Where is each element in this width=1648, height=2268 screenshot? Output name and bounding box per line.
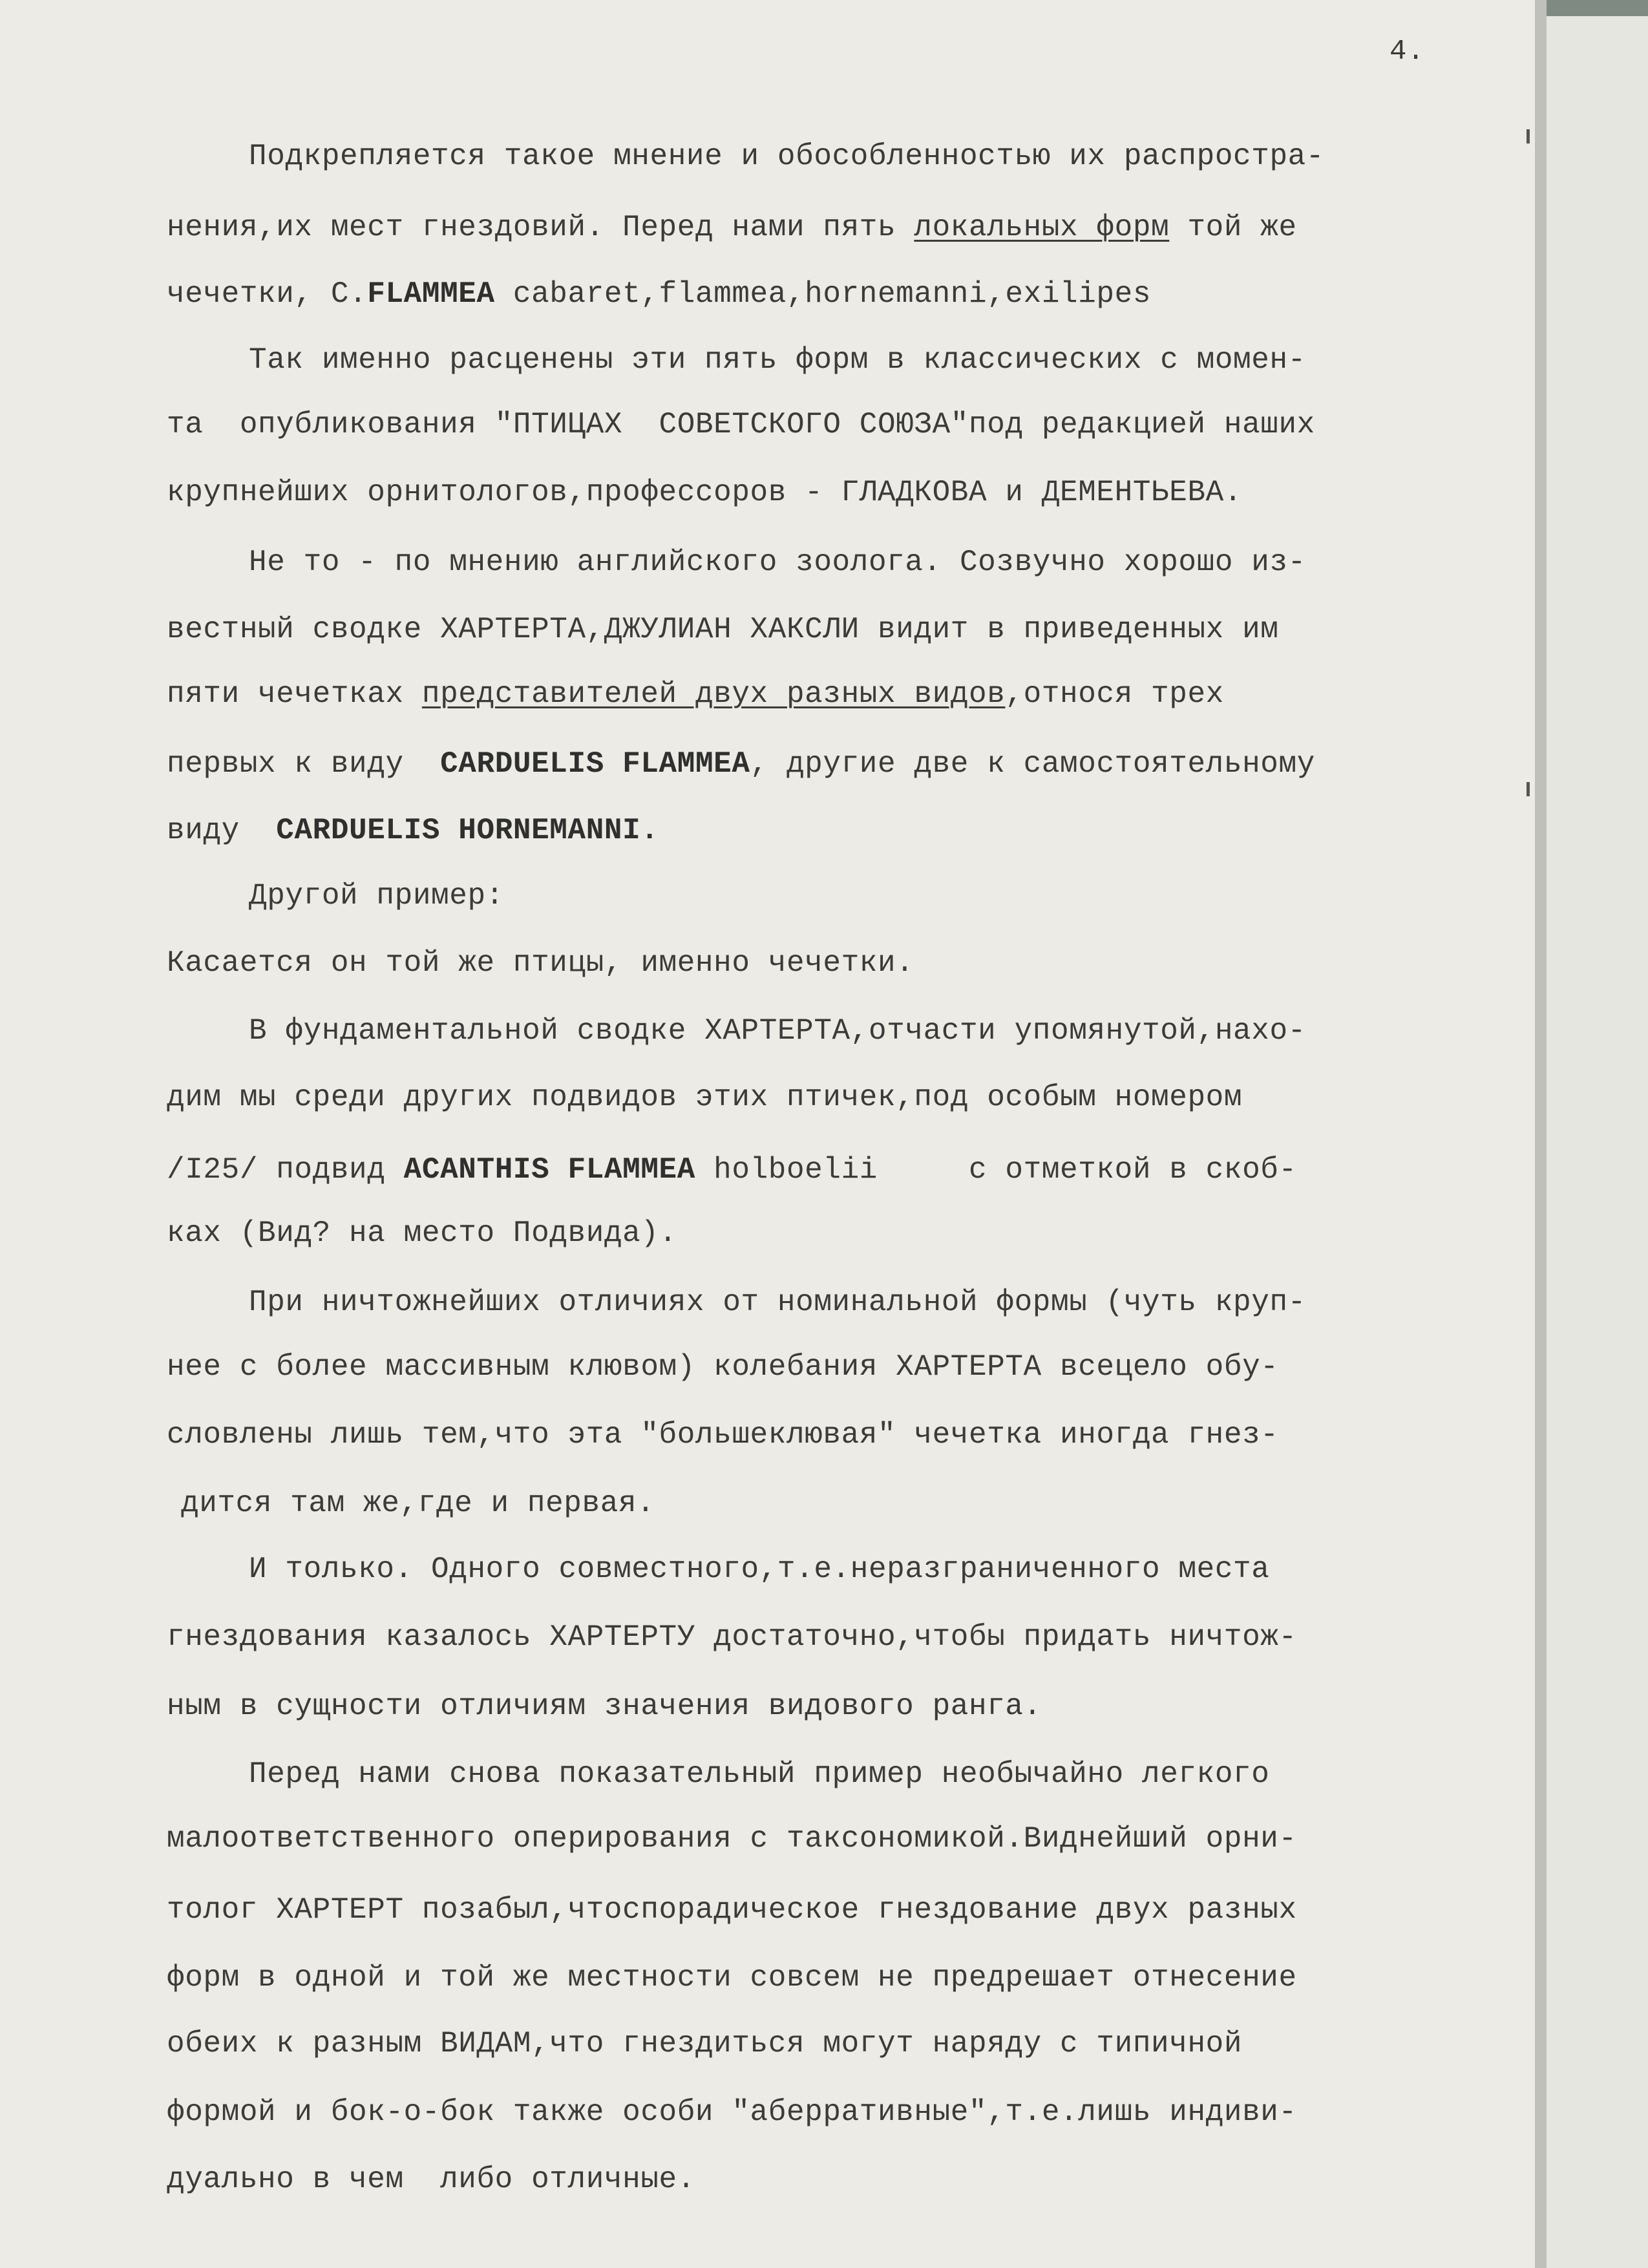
text-line-28: форм в одной и той же местности совсем не предрешает отнесение — [167, 1961, 1297, 1995]
text-span: первых к виду — [167, 747, 441, 781]
text-line-20: словлены лишь тем,что эта "большеклювая" чечетка иногда гнез- — [167, 1418, 1279, 1452]
binding-tick-mark — [1527, 782, 1530, 796]
page-number: 4. — [1389, 36, 1425, 68]
text-line-7: Не то - по мнению английского зоолога. Созвучно хорошо из- — [249, 546, 1306, 579]
text-line-30: формой и бок-о-бок также особи "аберративные",т.е.лишь индиви- — [167, 2095, 1297, 2129]
text-line-16 — [167, 1150, 1297, 1189]
text-line-18: При ничтожнейших отличиях от номинальной формы (чуть круп- — [249, 1286, 1306, 1319]
text-span: holboelii с отметкой в скоб- — [695, 1153, 1297, 1187]
text-line-6: крупнейших орнитологов,профессоров - ГЛАДКОВА и ДЕМЕНТЬЕВА. — [167, 476, 1243, 509]
text-line-13: Касается он той же птицы, именно чечетки. — [167, 946, 914, 980]
text-span: виду — [167, 814, 277, 847]
latin-forms: cabaret,flammea,hornemanni,exilipes — [494, 277, 1152, 311]
text-line-27: толог ХАРТЕРТ позабыл,чтоспорадическое гнездование двух разных — [167, 1893, 1297, 1927]
latin-species-name: CARDUELIS FLAMMEA — [440, 747, 750, 781]
text-line-31: дуально в чем либо отличные. — [167, 2163, 695, 2196]
text-line-11 — [167, 811, 659, 850]
text-line-8: вестный сводке ХАРТЕРТА,ДЖУЛИАН ХАКСЛИ видит в приведенных им — [167, 613, 1279, 646]
text-line-19: нее с более массивным клювом) колебания ХАРТЕРТА всецело обу- — [167, 1350, 1279, 1384]
text-line-26: малоответственного оперирования с таксономикой.Виднейший орни- — [167, 1822, 1297, 1856]
text-line-17: ках (Вид? на место Подвида). — [167, 1216, 677, 1250]
scanner-background — [1547, 0, 1648, 2268]
text-line-3 — [167, 275, 1151, 313]
text-line-14: В фундаментальной сводке ХАРТЕРТА,отчасти упомянутой,нахо- — [249, 1014, 1306, 1048]
text-line-23: гнездования казалось ХАРТЕРТУ достаточно,чтобы придать ничтож- — [167, 1620, 1297, 1654]
text-line-4: Так именно расценены эти пять форм в классических с момен- — [249, 343, 1306, 377]
text-line-9 — [167, 675, 1224, 714]
text-line-24: ным в сущности отличиям значения видового ранга. — [167, 1690, 1042, 1723]
binding-tick-mark — [1527, 129, 1530, 143]
latin-species-name: CARDUELIS HORNEMANNI. — [276, 814, 659, 847]
scanner-background-dark-corner — [1547, 0, 1648, 16]
text-span: нения,их мест гнездовий. Перед нами пять — [167, 211, 914, 244]
text-span: чечетки, С. — [167, 277, 368, 311]
text-line-25: Перед нами снова показательный пример необычайно легкого — [249, 1757, 1270, 1791]
text-line-5: та опубликования "ПТИЦАХ СОВЕТСКОГО СОЮЗА"под редакцией наших — [167, 408, 1315, 441]
text-line-1: Подкрепляется такое мнение и обособленностью их распростра- — [249, 140, 1325, 173]
latin-species-name: ACANTHIS FLAMMEA — [403, 1153, 695, 1187]
text-line-29: обеих к разным ВИДАМ,что гнездиться могут наряду с типичной — [167, 2027, 1243, 2061]
text-line-2 — [167, 208, 1297, 247]
text-span: той же — [1169, 211, 1297, 244]
text-span: /I25/ подвид — [167, 1153, 404, 1187]
text-line-21: дится там же,где и первая. — [181, 1487, 655, 1520]
underlined-phrase: представителей двух разных видов — [421, 677, 1006, 711]
underlined-phrase: локальных форм — [914, 211, 1170, 244]
latin-genus: FLAMMEA — [367, 277, 495, 311]
text-span: пяти чечетках — [167, 677, 422, 711]
text-span: , другие две к самостоятельному — [750, 747, 1315, 781]
text-line-12: Другой пример: — [249, 879, 504, 913]
text-line-10 — [167, 745, 1315, 783]
text-span: ,относя трех — [1005, 677, 1224, 711]
text-line-22: И только. Одного совместного,т.е.неразграниченного места — [249, 1553, 1270, 1586]
text-line-15: дим мы среди других подвидов этих птичек,под особым номером — [167, 1081, 1243, 1114]
page-edge-shadow — [1535, 0, 1547, 2268]
